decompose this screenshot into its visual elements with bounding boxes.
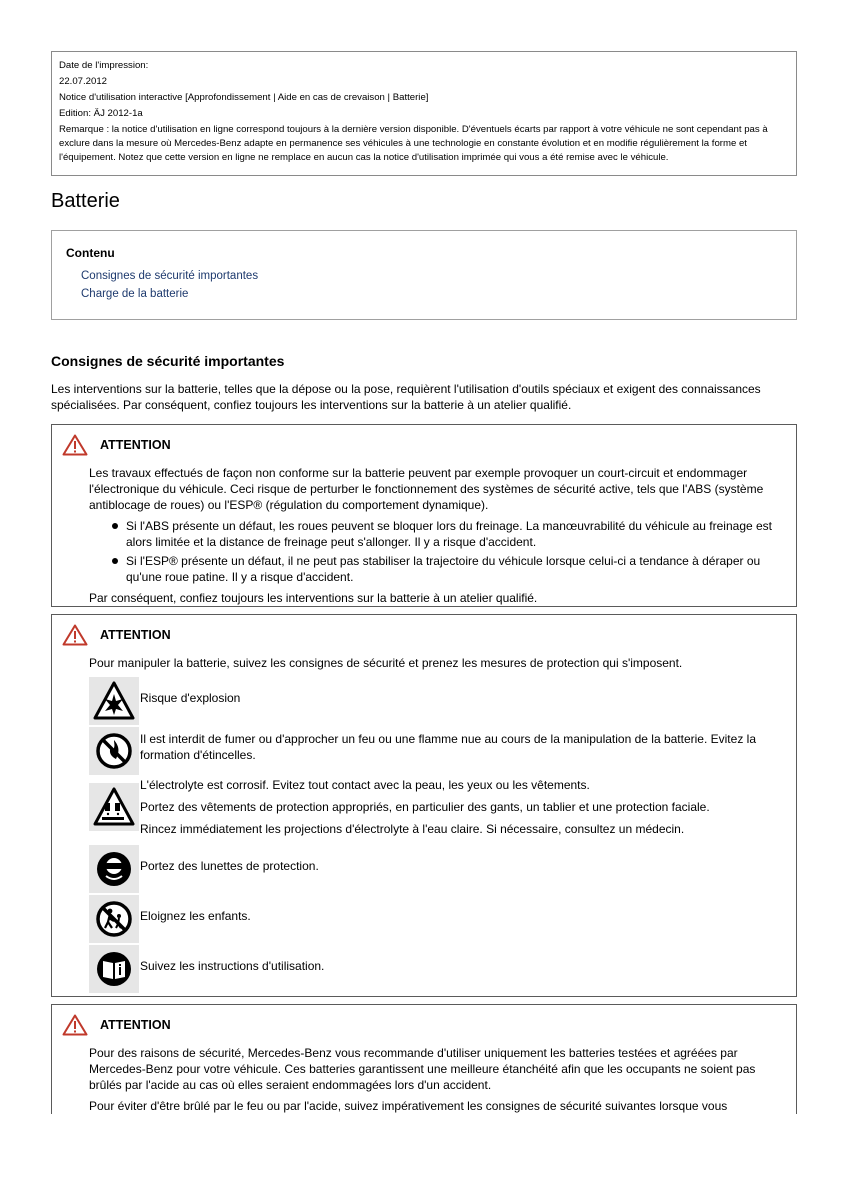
warning-box-3: [51, 1004, 797, 1114]
warning-bullets: [89, 518, 786, 585]
print-date: 22.07.2012: [59, 76, 108, 87]
warning-text: Les travaux effectués de façon non conforme sur la batterie peuvent par exemple provoquer un court-circuit et endommager l'électronique du véhicule. Ceci risque de perturber le fonctionnement des systèmes de sécurité active, tels que l'ABS (système antiblocage de roues) ou l'ESP® (régulation du comportement dynamique).: [89, 466, 764, 512]
remark: Remarque : la notice d'utilisation en ligne correspond toujours à la dernière version disponible. D'éventuels écarts par rapport à votre véhicule ne sont cependant pas à exclure dans la mesure où Mercedes-Benz adapte en permanence ses véhicules à une technologie en constante évolution et en modifie régulièrement la forme et l'équipement. Notez que cette version en ligne ne remplace en aucun cas la notice d'utilisation imprimée qui vous a été remise avec le véhicule.: [59, 124, 768, 163]
section-heading: Consignes de sécurité importantes: [51, 353, 285, 369]
section-intro: Les interventions sur la batterie, telles que la dépose ou la pose, requièrent l'utilisation d'outils spéciaux et exigent des connaissances spécialisées. Par conséquent, confiez toujours les interventions sur la batterie à un atelier qualifié.: [51, 382, 761, 412]
symbol-text: Eloignez les enfants.: [140, 909, 251, 923]
symbol-text: Il est interdit de fumer ou d'approcher un feu ou une flamme nue au cours de la manipulation de la batterie. Evitez la formation d'étincelles.: [140, 732, 756, 762]
corrosive-icon: [89, 783, 139, 831]
symbol-row-manual: [89, 945, 786, 993]
symbol-text: Risque d'explosion: [140, 691, 241, 705]
warning-text: Pour éviter d'être brûlé par le feu ou par l'acide, suivez impérativement les consignes de sécurité suivantes lorsque vous: [89, 1099, 728, 1113]
read-manual-icon: [89, 945, 139, 993]
symbol-text: Portez des lunettes de protection.: [140, 859, 319, 873]
document-page: [51, 51, 797, 1121]
toc-link-charging[interactable]: Charge de la batterie: [81, 288, 189, 300]
symbol-row-explosion: [89, 677, 786, 725]
warning-box-1: [51, 424, 797, 607]
table-of-contents: [51, 230, 797, 320]
warning-text: Par conséquent, confiez toujours les interventions sur la batterie à un atelier qualifié.: [89, 591, 538, 605]
warning-triangle-icon: [62, 434, 88, 456]
warning-title: ATTENTION: [100, 628, 171, 642]
symbol-row-goggles: [89, 845, 786, 893]
page-title: Batterie: [51, 190, 120, 212]
warning-title: ATTENTION: [100, 438, 171, 452]
symbol-row-corrosive: [89, 777, 786, 843]
goggles-icon: [89, 845, 139, 893]
breadcrumb: Notice d'utilisation interactive [Approfondissement | Aide en cas de crevaison | Batterie]: [59, 92, 429, 103]
symbol-text: Rincez immédiatement les projections d'électrolyte à l'eau claire. Si nécessaire, consultez un médecin.: [140, 822, 685, 836]
list-item: Si l'ABS présente un défaut, les roues peuvent se bloquer lors du freinage. La manœuvrabilité du véhicule au freinage est alors limitée et la distance de freinage peut s'allonger. Il y a risque d'accident.: [89, 518, 786, 550]
warning-box-2: [51, 614, 797, 997]
symbol-text: L'électrolyte est corrosif. Evitez tout contact avec la peau, les yeux ou les vêtements.: [140, 778, 590, 792]
warning-triangle-icon: [62, 624, 88, 646]
warning-text: Pour des raisons de sécurité, Mercedes-Benz vous recommande d'utiliser uniquement les batteries testées et agréées par Mercedes-Benz pour votre véhicule. Ces batteries garantissent une meilleure étanchéité afin que les occupants ne soient pas brûlés par l'acide au cas où elles seraient endommagées lors d'un accident.: [89, 1046, 756, 1092]
explosion-icon: [89, 677, 139, 725]
toc-link-safety[interactable]: Consignes de sécurité importantes: [81, 270, 259, 282]
edition: Edition: ÄJ 2012-1a: [59, 108, 143, 119]
symbol-row-no-fire: [89, 727, 786, 775]
warning-text: Pour manipuler la batterie, suivez les consignes de sécurité et prenez les mesures de protection qui s'imposent.: [89, 656, 683, 670]
symbol-text: Portez des vêtements de protection appropriés, en particulier des gants, un tablier et une protection faciale.: [140, 800, 710, 814]
keep-children-away-icon: [89, 895, 139, 943]
print-info-box: [51, 51, 797, 176]
print-date-label: Date de l'impression:: [59, 60, 149, 71]
toc-heading: Contenu: [66, 246, 115, 260]
list-item: Si l'ESP® présente un défaut, il ne peut pas stabiliser la trajectoire du véhicule lorsque celui-ci a tendance à déraper ou qu'une roue patine. Il y a risque d'accident.: [89, 553, 786, 585]
warning-title: ATTENTION: [100, 1018, 171, 1032]
symbol-text: Suivez les instructions d'utilisation.: [140, 959, 325, 973]
symbol-row-children: [89, 895, 786, 943]
warning-triangle-icon: [62, 1014, 88, 1036]
no-fire-icon: [89, 727, 139, 775]
